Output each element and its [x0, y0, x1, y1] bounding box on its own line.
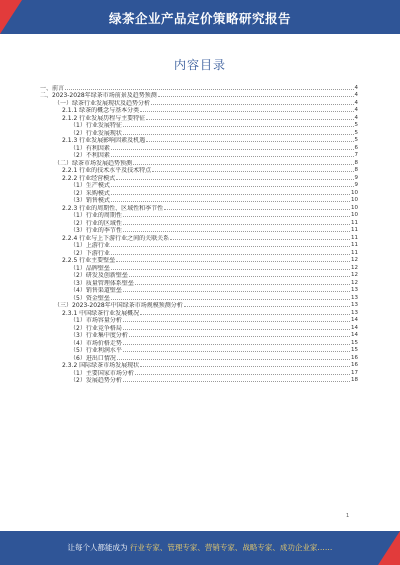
footer-roles: 行业专家、管理专家、营销专家、战略专家、成功企业家……: [129, 543, 333, 552]
toc-entry[interactable]: [40, 144, 358, 152]
toc-page-number: 13: [351, 302, 358, 308]
toc-leader-dots: [140, 366, 350, 367]
footer-bar: [0, 531, 400, 565]
toc-page-number: 12: [351, 272, 358, 278]
toc-entry[interactable]: [40, 264, 358, 272]
toc-page-number: 10: [351, 189, 358, 196]
toc-leader-dots: [123, 216, 350, 217]
toc-entry[interactable]: [40, 219, 358, 227]
toc-page-number: 5: [354, 137, 358, 143]
toc-leader-dots: [164, 209, 350, 210]
toc-entry-text: 2.2.1 行业的技术水平及技术特点: [62, 167, 152, 174]
toc-page-number: 4: [354, 84, 358, 91]
toc-leader-dots: [123, 321, 350, 322]
toc-entry[interactable]: [40, 122, 358, 130]
toc-leader-dots: [123, 381, 350, 382]
toc-leader-dots: [116, 261, 350, 262]
toc-page-number: 5: [354, 129, 358, 136]
toc-page-number: 11: [351, 249, 358, 256]
toc-page-number: 12: [351, 264, 358, 271]
toc-leader-dots: [129, 276, 350, 277]
toc-page-number: 12: [351, 279, 358, 286]
toc-leader-dots: [170, 239, 350, 240]
toc-entry-text: （二）绿茶市场发展趋势预测: [54, 159, 133, 167]
toc-entry-text: （2）不利因素: [70, 152, 110, 159]
toc-entry[interactable]: [40, 347, 358, 355]
toc-entry[interactable]: [40, 332, 358, 340]
toc-entry-text: （6）进出口情况: [70, 354, 116, 362]
toc-entry-text: （4）市场价格走势: [70, 339, 122, 347]
toc-entry[interactable]: [40, 174, 358, 182]
toc-entry-text: （1）主要国家市场分析: [70, 369, 134, 377]
toc-leader-dots: [111, 201, 350, 202]
toc-leader-dots: [117, 359, 350, 360]
toc-page-number: 8: [354, 159, 358, 166]
toc-leader-dots: [65, 89, 353, 90]
toc-page-number: 4: [354, 92, 358, 98]
toc-entry-text: 2.2.2 行业经营模式: [62, 174, 116, 182]
toc-entry-text: （2）采购模式: [70, 189, 110, 197]
toc-page-number: 14: [351, 324, 358, 331]
toc-entry[interactable]: [40, 114, 358, 122]
toc-leader-dots: [152, 171, 353, 172]
toc-entry[interactable]: [40, 257, 358, 265]
toc-leader-dots: [111, 299, 350, 300]
toc-entry[interactable]: [40, 234, 358, 242]
toc-leader-dots: [123, 329, 350, 330]
toc-entry[interactable]: [40, 317, 358, 325]
toc-entry[interactable]: [40, 167, 358, 175]
toc-leader-dots: [123, 291, 350, 292]
toc-leader-dots: [135, 374, 350, 375]
toc-page-number: 13: [351, 294, 358, 301]
toc-entry[interactable]: [40, 272, 358, 280]
toc-entry-text: 2.1.2 行业发展历程与主要特征: [62, 114, 146, 122]
toc-entry[interactable]: [40, 107, 358, 115]
toc-entry-text: （5）行业利润水平: [70, 347, 122, 354]
toc-entry-text: （一）绿茶行业发展现状及趋势分析: [54, 99, 151, 107]
toc-entry-text: 2.2.5 行业主要壁垒: [62, 257, 116, 264]
toc-page-number: 4: [354, 107, 358, 113]
toc-page-number: 16: [351, 354, 358, 361]
toc-page-number: 13: [351, 309, 358, 316]
toc-leader-dots: [111, 194, 350, 195]
toc-entry-text: （1）行业发展特征: [70, 122, 122, 129]
table-of-contents: [40, 84, 358, 384]
toc-entry[interactable]: [40, 242, 358, 250]
toc-page-number: 15: [351, 339, 358, 346]
toc-entry[interactable]: [40, 92, 358, 100]
toc-entry[interactable]: [40, 99, 358, 107]
toc-entry[interactable]: [40, 204, 358, 212]
toc-page-number: 10: [351, 204, 358, 211]
toc-leader-dots: [133, 164, 353, 165]
toc-page-number: 5: [354, 122, 358, 128]
toc-leader-dots: [123, 134, 354, 135]
toc-entry-text: 2.3.1 中国绿茶行业发展概况: [62, 309, 140, 317]
toc-entry-text: （三）2023-2028年中国绿茶市场规模预测分析: [54, 302, 183, 309]
toc-entry-text: （1）市场容量分析: [70, 317, 122, 324]
toc-entry-text: 一、前言: [40, 84, 65, 92]
toc-page-number: 9: [354, 174, 358, 181]
toc-page-number: 4: [354, 114, 358, 121]
header-bar: [0, 0, 400, 34]
toc-leader-dots: [129, 336, 350, 337]
toc-entry-text: （1）生产模式: [70, 182, 110, 189]
toc-page-number: 8: [354, 167, 358, 173]
toc-entry-text: （1）品牌壁垒: [70, 264, 110, 272]
toc-page-number: 10: [351, 212, 358, 218]
toc-entry[interactable]: [40, 227, 358, 235]
toc-leader-dots: [184, 306, 350, 307]
toc-leader-dots: [151, 104, 353, 105]
toc-entry-text: （1）行业的周期性: [70, 212, 122, 219]
toc-leader-dots: [146, 119, 353, 120]
toc-leader-dots: [123, 231, 350, 232]
toc-page-number: 9: [354, 182, 358, 188]
toc-entry[interactable]: [40, 197, 358, 205]
toc-page-number: 6: [354, 144, 358, 151]
toc-entry-text: （2）发展趋势分析: [70, 377, 122, 384]
page-number: 1: [346, 513, 350, 519]
toc-entry[interactable]: [40, 377, 358, 385]
toc-entry-text: 二、2023-2028年绿茶市场前景及趋势预测: [40, 92, 157, 99]
toc-leader-dots: [146, 141, 353, 142]
toc-leader-dots: [116, 179, 353, 180]
toc-page-number: 17: [351, 369, 358, 376]
toc-page-number: 10: [351, 197, 358, 203]
toc-entry[interactable]: [40, 159, 358, 167]
toc-entry[interactable]: [40, 294, 358, 302]
toc-entry[interactable]: [40, 309, 358, 317]
toc-leader-dots: [111, 156, 354, 157]
toc-entry-text: （2）行业的区域性: [70, 219, 122, 227]
toc-leader-dots: [140, 314, 350, 315]
toc-entry[interactable]: [40, 279, 358, 287]
toc-page-number: 16: [351, 362, 358, 368]
toc-page-number: 14: [351, 332, 358, 338]
toc-entry[interactable]: [40, 189, 358, 197]
toc-entry[interactable]: [40, 324, 358, 332]
toc-page-number: 11: [351, 242, 358, 248]
toc-entry[interactable]: [40, 137, 358, 145]
toc-entry-text: （2）下游行业: [70, 249, 110, 257]
report-title: 绿茶企业产品定价策略研究报告: [108, 11, 291, 26]
toc-page-number: 12: [351, 257, 358, 263]
toc-entry-text: （4）销售渠道壁垒: [70, 287, 122, 294]
toc-entry[interactable]: [40, 369, 358, 377]
toc-entry-text: （1）上游行业: [70, 242, 110, 249]
footer-lead: 让每个人都能成为: [67, 543, 128, 552]
toc-page-number: 7: [354, 152, 358, 158]
toc-entry[interactable]: [40, 129, 358, 137]
toc-page-number: 14: [351, 317, 358, 323]
toc-leader-dots: [158, 96, 354, 97]
toc-entry[interactable]: [40, 354, 358, 362]
toc-entry-text: （3）行业的季节性: [70, 227, 122, 234]
toc-entry-text: 2.1.3 行业发展影响因素及机遇: [62, 137, 146, 144]
toc-page-number: 18: [351, 377, 358, 383]
toc-leader-dots: [111, 246, 350, 247]
toc-entry-text: （5）资金壁垒: [70, 294, 110, 302]
toc-entry[interactable]: [40, 339, 358, 347]
toc-entry[interactable]: [40, 152, 358, 160]
toc-leader-dots: [123, 351, 350, 352]
toc-entry[interactable]: [40, 287, 358, 295]
toc-page-number: 11: [351, 219, 358, 226]
toc-leader-dots: [123, 344, 350, 345]
toc-entry-text: （3）销售模式: [70, 197, 110, 204]
toc-leader-dots: [123, 126, 354, 127]
toc-page-number: 13: [351, 287, 358, 293]
toc-entry-text: （2）行业竞争格局: [70, 324, 122, 332]
toc-entry[interactable]: [40, 302, 358, 310]
footer-slogan: [0, 542, 400, 553]
toc-leader-dots: [111, 186, 354, 187]
toc-entry[interactable]: [40, 362, 358, 370]
toc-heading: 内容目录: [173, 58, 226, 72]
toc-entry-text: 2.3.2 国际绿茶市场发展现状: [62, 362, 140, 369]
toc-page-number: 15: [351, 347, 358, 353]
toc-entry-text: 2.2.3 行业的周期性、区域性和季节性: [62, 204, 164, 212]
toc-entry-text: （1）有利因素: [70, 144, 110, 152]
toc-entry-text: 2.1.1 绿茶的概念与基本分类: [62, 107, 140, 114]
toc-entry-text: （3）质量管理体系壁垒: [70, 279, 134, 287]
toc-leader-dots: [111, 149, 354, 150]
toc-leader-dots: [123, 224, 350, 225]
toc-page-number: 11: [351, 234, 358, 241]
toc-entry-text: （3）行业集中度分析: [70, 332, 128, 339]
toc-entry-text: （2）研发及创新壁垒: [70, 272, 128, 279]
toc-leader-dots: [135, 284, 350, 285]
toc-page-number: 4: [354, 99, 358, 106]
toc-entry[interactable]: [40, 182, 358, 190]
toc-leader-dots: [111, 269, 350, 270]
toc-entry[interactable]: [40, 84, 358, 92]
toc-leader-dots: [140, 111, 353, 112]
toc-page-number: 11: [351, 227, 358, 233]
toc-entry-text: （2）行业发展现状: [70, 129, 122, 137]
toc-entry[interactable]: [40, 249, 358, 257]
toc-entry-text: 2.2.4 行业与上下游行业之间的关联关系: [62, 234, 170, 242]
toc-leader-dots: [111, 254, 350, 255]
toc-entry[interactable]: [40, 212, 358, 220]
